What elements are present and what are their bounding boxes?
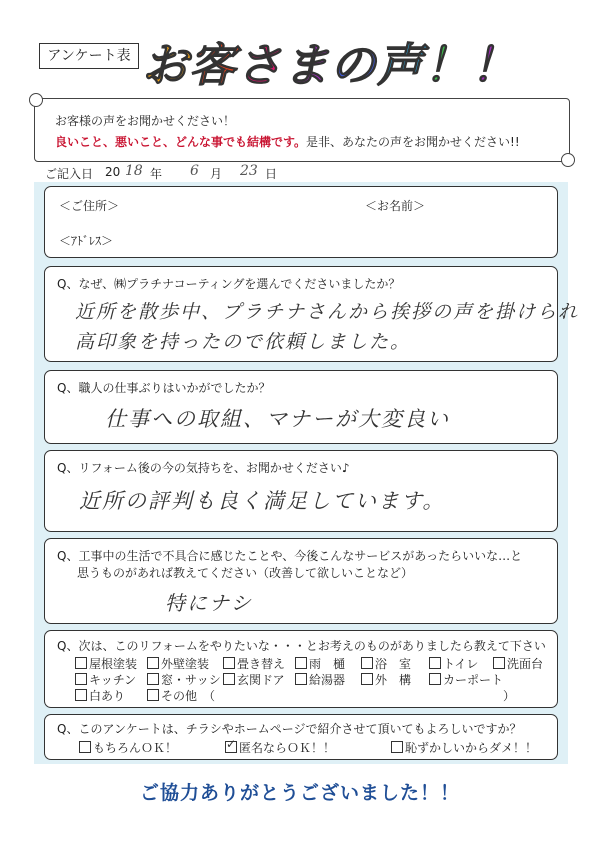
q4-answer: 特にナシ bbox=[165, 591, 253, 615]
intro-line-2 bbox=[55, 133, 520, 150]
name-label: ＜お名前＞ bbox=[365, 199, 426, 213]
date-month-value: 6 bbox=[190, 163, 199, 179]
q5-option-label: 外 構 bbox=[375, 673, 412, 687]
checkbox-icon bbox=[75, 657, 87, 669]
q5-option-label: 玄関ドア bbox=[237, 673, 285, 687]
q5-option-label: 畳き替え bbox=[237, 657, 286, 671]
q5-option-label: キッチン bbox=[89, 673, 137, 687]
q5-option-label: 屋根塗装 bbox=[89, 657, 138, 671]
q5-option[interactable] bbox=[295, 671, 345, 688]
title-char: 客 bbox=[189, 38, 236, 92]
main-title bbox=[142, 30, 542, 100]
q6-box bbox=[44, 714, 558, 760]
date-year-value: 18 bbox=[125, 163, 143, 179]
checkbox-icon bbox=[429, 673, 441, 685]
q5-option-other[interactable] bbox=[147, 687, 215, 704]
q3-question: Q、リフォーム後の今の気持ちを、お聞かせください♪ bbox=[57, 461, 350, 475]
q5-option[interactable] bbox=[429, 671, 503, 688]
q5-option-label: 給湯器 bbox=[309, 673, 346, 687]
q5-option[interactable] bbox=[147, 671, 221, 688]
customer-info-box bbox=[44, 186, 558, 258]
intro-scroll bbox=[34, 98, 570, 162]
date-day-unit: 日 bbox=[265, 167, 278, 181]
q5-option[interactable] bbox=[429, 655, 478, 672]
q6-option-label: 恥ずかしいからダメ！！ bbox=[405, 741, 538, 755]
q1-question: Q、なぜ、㈱プラチナコーティングを選んでくださいましたか？ bbox=[57, 277, 401, 291]
q5-option[interactable] bbox=[75, 687, 125, 704]
checkbox-icon bbox=[295, 673, 307, 685]
intro-line-1: お客様の声をお聞かせください！ bbox=[55, 114, 236, 128]
thanks-footer: ご協力ありがとうございました！！ bbox=[139, 782, 460, 804]
q5-option-label: 洗面台 bbox=[507, 657, 544, 671]
checkbox-icon bbox=[493, 657, 505, 669]
checkbox-icon bbox=[75, 689, 87, 701]
q5-box bbox=[44, 630, 558, 708]
q5-option[interactable] bbox=[147, 655, 209, 672]
checkbox-icon bbox=[75, 673, 87, 685]
title-char: さ bbox=[236, 38, 283, 92]
checkbox-icon bbox=[147, 689, 159, 701]
q5-option-label: トイレ bbox=[443, 657, 479, 671]
q3-box bbox=[44, 450, 558, 532]
title-char: の bbox=[330, 38, 377, 92]
title-char: 声 bbox=[377, 38, 424, 92]
q4-question-line-2: 思うものがあれば教えてください（改善して欲しいことなど） bbox=[77, 566, 414, 580]
q6-option-selected[interactable] bbox=[225, 739, 335, 756]
date-year-unit: 年 bbox=[150, 167, 163, 181]
q5-option[interactable] bbox=[223, 655, 285, 672]
q4-question-line-1: Q、工事中の生活で不具合に感じたことや、今後こんなサービスがあったらいいな…と bbox=[57, 549, 523, 563]
q5-option-label: 浴 室 bbox=[375, 657, 412, 671]
q5-option-label: カーポート bbox=[443, 673, 504, 687]
checkbox-icon bbox=[223, 673, 235, 685]
q5-option-label: 白あり bbox=[89, 689, 126, 703]
date-label: ご記入日 bbox=[45, 167, 94, 181]
checkbox-icon bbox=[391, 741, 403, 753]
q5-option[interactable] bbox=[75, 671, 136, 688]
date-month-unit: 月 bbox=[210, 167, 223, 181]
intro-emphasis: 良いこと、悪いこと、どんな事でも結構です。 bbox=[55, 135, 307, 149]
intro-rest: 是非、あなたの声をお聞かせください!! bbox=[306, 135, 520, 149]
address-label: ＜ご住所＞ bbox=[59, 199, 120, 213]
q2-question: Q、職人の仕事ぶりはいかがでしたか？ bbox=[57, 381, 271, 395]
q5-option[interactable] bbox=[493, 655, 543, 672]
q5-option-label: 雨 樋 bbox=[309, 657, 346, 671]
q2-answer: 仕事への取組、マナーが大変良い bbox=[105, 407, 450, 431]
checkbox-icon bbox=[361, 657, 373, 669]
q1-box bbox=[44, 266, 580, 362]
checkbox-icon bbox=[429, 657, 441, 669]
q2-box bbox=[44, 370, 558, 444]
title-char: ！ bbox=[424, 38, 471, 92]
q5-close-paren: ） bbox=[503, 689, 516, 703]
title-char: お bbox=[142, 38, 189, 92]
q5-option-label: 窓・サッシ bbox=[161, 673, 221, 687]
q1-answer-line-1: 近所を散歩中、プラチナさんから挨拶の声を掛けられ bbox=[75, 301, 580, 323]
doc-label: アンケート表 bbox=[39, 43, 139, 69]
q5-question: Q、次は、このリフォームをやりたいな・・・とお考えのものがありましたら教えて下さい bbox=[57, 639, 546, 653]
checked-checkbox-icon bbox=[225, 741, 237, 753]
date-year-prefix: 20 bbox=[105, 165, 121, 179]
checkbox-icon bbox=[79, 741, 91, 753]
title-char: ま bbox=[283, 38, 330, 92]
kana-label: ＜ｱﾄﾞﾚｽ＞ bbox=[59, 234, 114, 248]
checkbox-icon bbox=[361, 673, 373, 685]
q5-option-label: 外壁塗装 bbox=[161, 657, 210, 671]
q6-option-label: もちろんＯＫ！ bbox=[93, 741, 178, 755]
title-char: ！ bbox=[471, 38, 518, 92]
q1-answer-line-2: 高印象を持ったので依頼しました。 bbox=[75, 331, 412, 353]
q5-option[interactable] bbox=[223, 671, 285, 688]
checkbox-icon bbox=[295, 657, 307, 669]
checkbox-icon bbox=[223, 657, 235, 669]
q6-question: Q、このアンケートは、チラシやホームページで紹介させて頂いてもよろしいですか？ bbox=[57, 722, 522, 736]
date-day-value: 23 bbox=[240, 163, 258, 179]
q6-option-label: 匿名ならＯＫ！！ bbox=[239, 741, 336, 755]
checkbox-icon bbox=[147, 673, 159, 685]
survey-panel bbox=[34, 182, 580, 764]
q6-option[interactable] bbox=[79, 739, 177, 756]
q6-option[interactable] bbox=[391, 739, 537, 756]
q5-option[interactable] bbox=[361, 655, 411, 672]
checkbox-icon bbox=[147, 657, 159, 669]
q5-option[interactable] bbox=[75, 655, 137, 672]
q4-box bbox=[44, 538, 558, 624]
q5-option[interactable] bbox=[295, 655, 345, 672]
q5-option[interactable] bbox=[361, 671, 411, 688]
q5-option-label: その他 （ bbox=[161, 689, 216, 703]
q3-answer: 近所の評判も良く満足しています。 bbox=[79, 489, 446, 513]
